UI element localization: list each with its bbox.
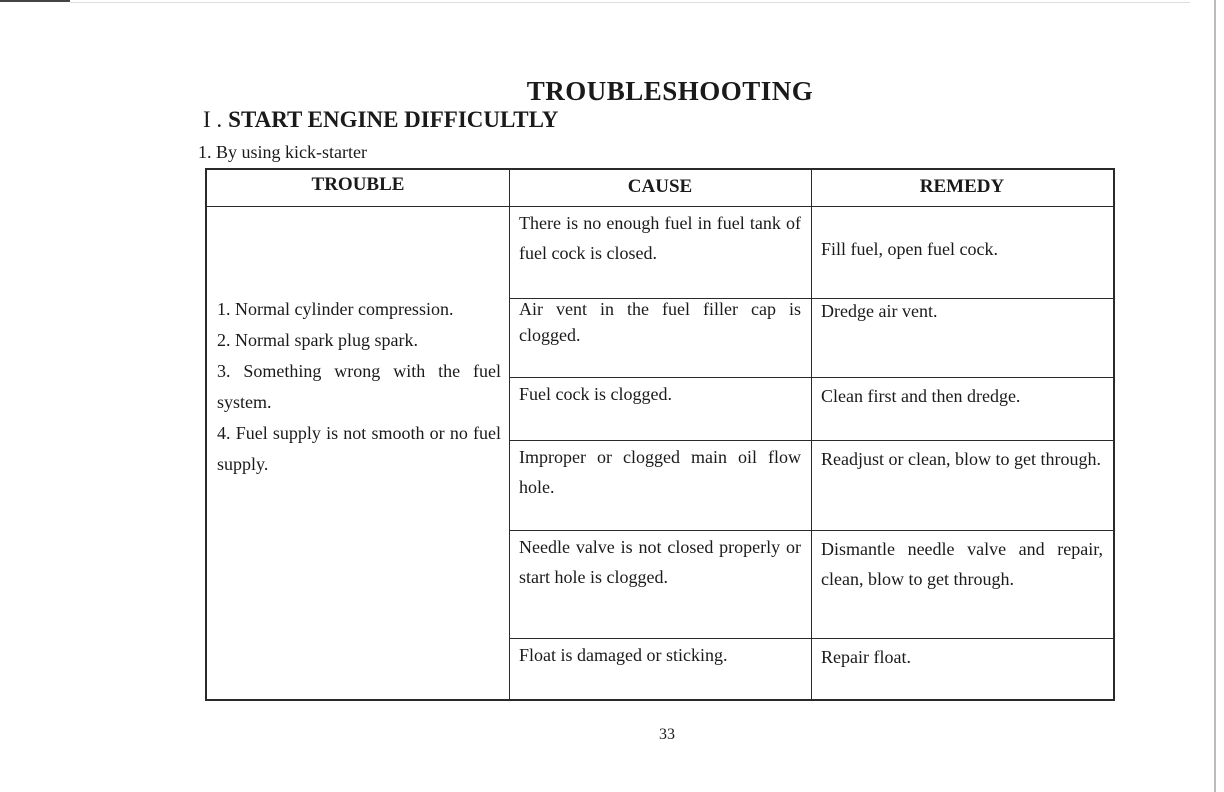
section-title: START ENGINE DIFFICULTLY [228,107,559,132]
cause-cell: Needle valve is not closed properly or start hole is clogged. [519,537,801,587]
trouble-cell [217,294,501,480]
cause-cell: Fuel cock is clogged. [519,384,672,404]
cause-cell: There is no enough fuel in fuel tank of fuel cock is closed. [519,213,801,263]
header-rule [207,206,1113,207]
remedy-cell: Clean first and then dredge. [821,386,1021,406]
trouble-item: 4. Fuel supply is not smooth or no fuel supply. [217,423,501,474]
remedy-cell: Dredge air vent. [821,301,938,321]
troubleshooting-table [205,168,1115,701]
cause-cell: Air vent in the fuel filler cap is clogged. [519,299,801,345]
scan-rule [70,2,1190,3]
scan-edge-right [1214,0,1216,792]
trouble-item: 3. Something wrong with the fuel system. [217,361,501,412]
remedy-cell: Repair float. [821,647,911,667]
trouble-item: 1. Normal cylinder compression. [217,299,454,319]
column-divider [509,170,510,699]
page-title: TROUBLESHOOTING [526,76,814,106]
row-rule [509,638,1113,639]
row-rule [509,377,1113,378]
remedy-cell: Readjust or clean, blow to get through. [821,449,1101,469]
remedy-cell: Dismantle needle valve and repair, clean, blow to get through. [821,539,1103,589]
cause-cell: Float is damaged or sticking. [519,645,728,665]
section-heading [203,107,558,133]
scan-edge [0,0,70,2]
page-number: 33 [659,726,675,743]
header-cause: CAUSE [627,176,693,197]
trouble-item: 2. Normal spark plug spark. [217,330,418,350]
subsection-heading: 1. By using kick-starter [198,142,367,162]
header-remedy: REMEDY [919,176,1005,197]
column-divider [811,170,812,699]
section-number: I . [203,107,223,132]
header-trouble: TROUBLE [311,174,405,195]
remedy-cell: Fill fuel, open fuel cock. [821,239,998,259]
row-rule [509,530,1113,531]
cause-cell: Improper or clogged main oil flow hole. [519,447,801,497]
row-rule [509,440,1113,441]
